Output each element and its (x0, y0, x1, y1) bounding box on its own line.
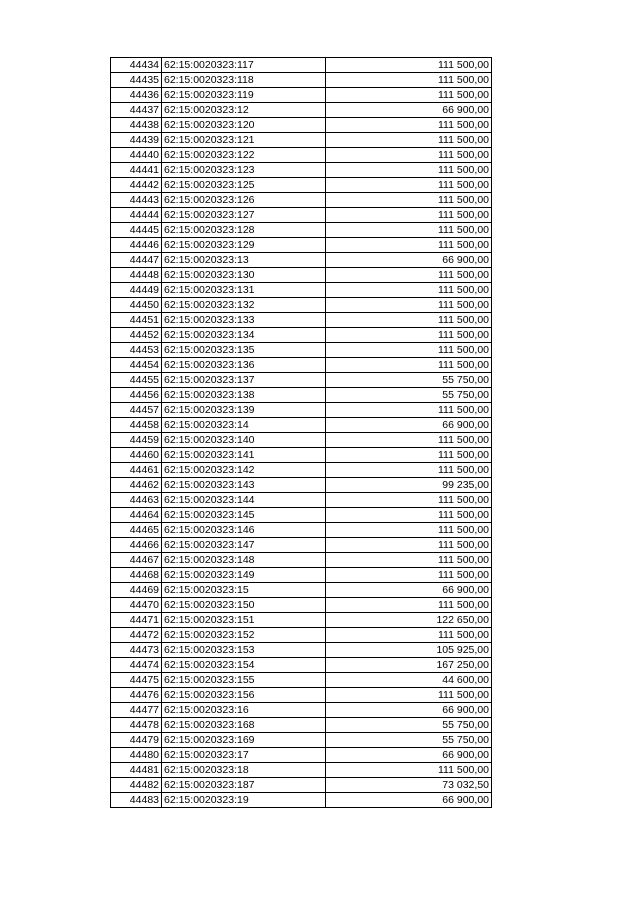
table-row (111, 58, 492, 73)
row-number-cell: 44457 (111, 403, 162, 418)
cadastral-number-cell: 62:15:0020323:133 (162, 313, 326, 328)
table-row (111, 193, 492, 208)
cadastral-value-cell: 55 750,00 (326, 733, 492, 748)
row-number-cell: 44440 (111, 148, 162, 163)
cadastral-number-cell: 62:15:0020323:168 (162, 718, 326, 733)
table-row (111, 448, 492, 463)
table-row (111, 118, 492, 133)
row-number-cell: 44478 (111, 718, 162, 733)
table-row (111, 103, 492, 118)
cadastral-value-cell: 111 500,00 (326, 433, 492, 448)
cadastral-value-cell: 111 500,00 (326, 538, 492, 553)
cadastral-value-cell: 111 500,00 (326, 523, 492, 538)
row-number-cell: 44444 (111, 208, 162, 223)
table-row (111, 688, 492, 703)
table-row (111, 133, 492, 148)
table-row (111, 718, 492, 733)
row-number-cell: 44482 (111, 778, 162, 793)
table-row (111, 553, 492, 568)
cadastral-number-cell: 62:15:0020323:169 (162, 733, 326, 748)
row-number-cell: 44451 (111, 313, 162, 328)
cadastral-number-cell: 62:15:0020323:128 (162, 223, 326, 238)
cadastral-value-cell: 111 500,00 (326, 343, 492, 358)
table-row (111, 583, 492, 598)
row-number-cell: 44473 (111, 643, 162, 658)
cadastral-number-cell: 62:15:0020323:149 (162, 568, 326, 583)
row-number-cell: 44469 (111, 583, 162, 598)
row-number-cell: 44481 (111, 763, 162, 778)
cadastral-value-cell: 99 235,00 (326, 478, 492, 493)
table-row (111, 658, 492, 673)
row-number-cell: 44480 (111, 748, 162, 763)
row-number-cell: 44483 (111, 793, 162, 808)
cadastral-number-cell: 62:15:0020323:125 (162, 178, 326, 193)
cadastral-number-cell: 62:15:0020323:152 (162, 628, 326, 643)
cadastral-number-cell: 62:15:0020323:131 (162, 283, 326, 298)
cadastral-number-cell: 62:15:0020323:137 (162, 373, 326, 388)
table-row (111, 433, 492, 448)
cadastral-number-cell: 62:15:0020323:135 (162, 343, 326, 358)
table-row (111, 463, 492, 478)
table-row (111, 418, 492, 433)
cadastral-value-cell: 111 500,00 (326, 208, 492, 223)
row-number-cell: 44479 (111, 733, 162, 748)
cadastral-value-cell: 111 500,00 (326, 148, 492, 163)
table-row (111, 508, 492, 523)
cadastral-number-cell: 62:15:0020323:132 (162, 298, 326, 313)
row-number-cell: 44437 (111, 103, 162, 118)
row-number-cell: 44468 (111, 568, 162, 583)
table-row (111, 73, 492, 88)
row-number-cell: 44445 (111, 223, 162, 238)
cadastral-value-cell: 111 500,00 (326, 598, 492, 613)
table-row (111, 703, 492, 718)
cadastral-number-cell: 62:15:0020323:141 (162, 448, 326, 463)
cadastral-value-cell: 111 500,00 (326, 508, 492, 523)
cadastral-value-cell: 111 500,00 (326, 358, 492, 373)
cadastral-number-cell: 62:15:0020323:123 (162, 163, 326, 178)
row-number-cell: 44460 (111, 448, 162, 463)
row-number-cell: 44471 (111, 613, 162, 628)
cadastral-number-cell: 62:15:0020323:18 (162, 763, 326, 778)
cadastral-value-cell: 66 900,00 (326, 418, 492, 433)
table-row (111, 343, 492, 358)
cadastral-number-cell: 62:15:0020323:122 (162, 148, 326, 163)
table-row (111, 538, 492, 553)
row-number-cell: 44466 (111, 538, 162, 553)
cadastral-number-cell: 62:15:0020323:142 (162, 463, 326, 478)
cadastral-value-cell: 111 500,00 (326, 553, 492, 568)
row-number-cell: 44463 (111, 493, 162, 508)
cadastral-value-cell: 55 750,00 (326, 388, 492, 403)
cadastral-number-cell: 62:15:0020323:138 (162, 388, 326, 403)
cadastral-number-cell: 62:15:0020323:130 (162, 268, 326, 283)
cadastral-number-cell: 62:15:0020323:120 (162, 118, 326, 133)
cadastral-number-cell: 62:15:0020323:146 (162, 523, 326, 538)
row-number-cell: 44436 (111, 88, 162, 103)
row-number-cell: 44446 (111, 238, 162, 253)
table-body (111, 58, 492, 808)
table-row (111, 643, 492, 658)
cadastral-number-cell: 62:15:0020323:145 (162, 508, 326, 523)
row-number-cell: 44458 (111, 418, 162, 433)
table-row (111, 628, 492, 643)
cadastral-number-cell: 62:15:0020323:150 (162, 598, 326, 613)
cadastral-number-cell: 62:15:0020323:126 (162, 193, 326, 208)
row-number-cell: 44434 (111, 58, 162, 73)
cadastral-number-cell: 62:15:0020323:13 (162, 253, 326, 268)
cadastral-value-cell: 44 600,00 (326, 673, 492, 688)
table-row (111, 358, 492, 373)
cadastral-value-cell: 111 500,00 (326, 403, 492, 418)
row-number-cell: 44442 (111, 178, 162, 193)
cadastral-number-cell: 62:15:0020323:139 (162, 403, 326, 418)
table-row (111, 88, 492, 103)
cadastral-number-cell: 62:15:0020323:151 (162, 613, 326, 628)
cadastral-value-cell: 111 500,00 (326, 133, 492, 148)
cadastral-value-cell: 66 900,00 (326, 103, 492, 118)
table-row (111, 748, 492, 763)
row-number-cell: 44456 (111, 388, 162, 403)
row-number-cell: 44447 (111, 253, 162, 268)
table-row (111, 478, 492, 493)
table-row (111, 493, 492, 508)
cadastral-value-cell: 111 500,00 (326, 178, 492, 193)
cadastral-value-cell: 111 500,00 (326, 328, 492, 343)
cadastral-number-cell: 62:15:0020323:144 (162, 493, 326, 508)
table-row (111, 403, 492, 418)
cadastral-number-cell: 62:15:0020323:147 (162, 538, 326, 553)
table-row (111, 568, 492, 583)
cadastral-value-cell: 111 500,00 (326, 238, 492, 253)
table-row (111, 793, 492, 808)
cadastral-value-cell: 66 900,00 (326, 793, 492, 808)
row-number-cell: 44461 (111, 463, 162, 478)
cadastral-value-cell: 66 900,00 (326, 703, 492, 718)
row-number-cell: 44470 (111, 598, 162, 613)
cadastral-number-cell: 62:15:0020323:14 (162, 418, 326, 433)
table-row (111, 763, 492, 778)
row-number-cell: 44454 (111, 358, 162, 373)
cadastral-number-cell: 62:15:0020323:117 (162, 58, 326, 73)
table-row (111, 373, 492, 388)
row-number-cell: 44477 (111, 703, 162, 718)
cadastral-number-cell: 62:15:0020323:118 (162, 73, 326, 88)
cadastral-value-cell: 111 500,00 (326, 193, 492, 208)
cadastral-value-cell: 111 500,00 (326, 628, 492, 643)
cadastral-number-cell: 62:15:0020323:119 (162, 88, 326, 103)
table-row (111, 283, 492, 298)
table-row (111, 523, 492, 538)
cadastral-value-cell: 66 900,00 (326, 583, 492, 598)
cadastral-value-cell: 111 500,00 (326, 493, 492, 508)
row-number-cell: 44455 (111, 373, 162, 388)
row-number-cell: 44443 (111, 193, 162, 208)
row-number-cell: 44453 (111, 343, 162, 358)
table-row (111, 778, 492, 793)
cadastral-number-cell: 62:15:0020323:134 (162, 328, 326, 343)
table-row (111, 298, 492, 313)
cadastral-value-cell: 111 500,00 (326, 73, 492, 88)
cadastral-value-cell: 111 500,00 (326, 568, 492, 583)
row-number-cell: 44464 (111, 508, 162, 523)
cadastral-value-cell: 111 500,00 (326, 298, 492, 313)
cadastral-number-cell: 62:15:0020323:143 (162, 478, 326, 493)
cadastral-value-cell: 111 500,00 (326, 448, 492, 463)
row-number-cell: 44465 (111, 523, 162, 538)
table-row (111, 253, 492, 268)
row-number-cell: 44476 (111, 688, 162, 703)
table-row (111, 268, 492, 283)
cadastral-value-cell: 111 500,00 (326, 58, 492, 73)
table-row (111, 673, 492, 688)
cadastral-value-cell: 73 032,50 (326, 778, 492, 793)
cadastral-value-cell: 66 900,00 (326, 748, 492, 763)
cadastral-value-table (110, 57, 492, 808)
cadastral-value-cell: 111 500,00 (326, 163, 492, 178)
table-row (111, 613, 492, 628)
cadastral-number-cell: 62:15:0020323:16 (162, 703, 326, 718)
cadastral-value-cell: 111 500,00 (326, 463, 492, 478)
cadastral-number-cell: 62:15:0020323:140 (162, 433, 326, 448)
cadastral-number-cell: 62:15:0020323:187 (162, 778, 326, 793)
row-number-cell: 44450 (111, 298, 162, 313)
row-number-cell: 44438 (111, 118, 162, 133)
cadastral-value-cell: 111 500,00 (326, 313, 492, 328)
row-number-cell: 44474 (111, 658, 162, 673)
cadastral-number-cell: 62:15:0020323:148 (162, 553, 326, 568)
row-number-cell: 44475 (111, 673, 162, 688)
row-number-cell: 44435 (111, 73, 162, 88)
table-row (111, 238, 492, 253)
row-number-cell: 44449 (111, 283, 162, 298)
cadastral-value-cell: 55 750,00 (326, 718, 492, 733)
row-number-cell: 44448 (111, 268, 162, 283)
table-row (111, 178, 492, 193)
cadastral-value-cell: 66 900,00 (326, 253, 492, 268)
cadastral-number-cell: 62:15:0020323:156 (162, 688, 326, 703)
cadastral-value-cell: 55 750,00 (326, 373, 492, 388)
cadastral-value-cell: 105 925,00 (326, 643, 492, 658)
cadastral-number-cell: 62:15:0020323:12 (162, 103, 326, 118)
cadastral-number-cell: 62:15:0020323:127 (162, 208, 326, 223)
row-number-cell: 44472 (111, 628, 162, 643)
cadastral-value-cell: 111 500,00 (326, 283, 492, 298)
cadastral-value-cell: 122 650,00 (326, 613, 492, 628)
table-row (111, 733, 492, 748)
row-number-cell: 44441 (111, 163, 162, 178)
cadastral-value-cell: 111 500,00 (326, 118, 492, 133)
cadastral-number-cell: 62:15:0020323:121 (162, 133, 326, 148)
table-row (111, 223, 492, 238)
cadastral-number-cell: 62:15:0020323:153 (162, 643, 326, 658)
cadastral-value-cell: 111 500,00 (326, 763, 492, 778)
table-row (111, 208, 492, 223)
row-number-cell: 44462 (111, 478, 162, 493)
table-row (111, 313, 492, 328)
cadastral-value-cell: 111 500,00 (326, 688, 492, 703)
cadastral-value-cell: 111 500,00 (326, 223, 492, 238)
table-row (111, 163, 492, 178)
cadastral-number-cell: 62:15:0020323:17 (162, 748, 326, 763)
cadastral-number-cell: 62:15:0020323:129 (162, 238, 326, 253)
table-row (111, 328, 492, 343)
table-row (111, 598, 492, 613)
row-number-cell: 44452 (111, 328, 162, 343)
table-row (111, 148, 492, 163)
cadastral-value-cell: 111 500,00 (326, 268, 492, 283)
cadastral-value-cell: 167 250,00 (326, 658, 492, 673)
cadastral-number-cell: 62:15:0020323:15 (162, 583, 326, 598)
table-row (111, 388, 492, 403)
cadastral-number-cell: 62:15:0020323:155 (162, 673, 326, 688)
row-number-cell: 44467 (111, 553, 162, 568)
cadastral-value-cell: 111 500,00 (326, 88, 492, 103)
cadastral-number-cell: 62:15:0020323:19 (162, 793, 326, 808)
row-number-cell: 44439 (111, 133, 162, 148)
cadastral-number-cell: 62:15:0020323:154 (162, 658, 326, 673)
row-number-cell: 44459 (111, 433, 162, 448)
cadastral-number-cell: 62:15:0020323:136 (162, 358, 326, 373)
